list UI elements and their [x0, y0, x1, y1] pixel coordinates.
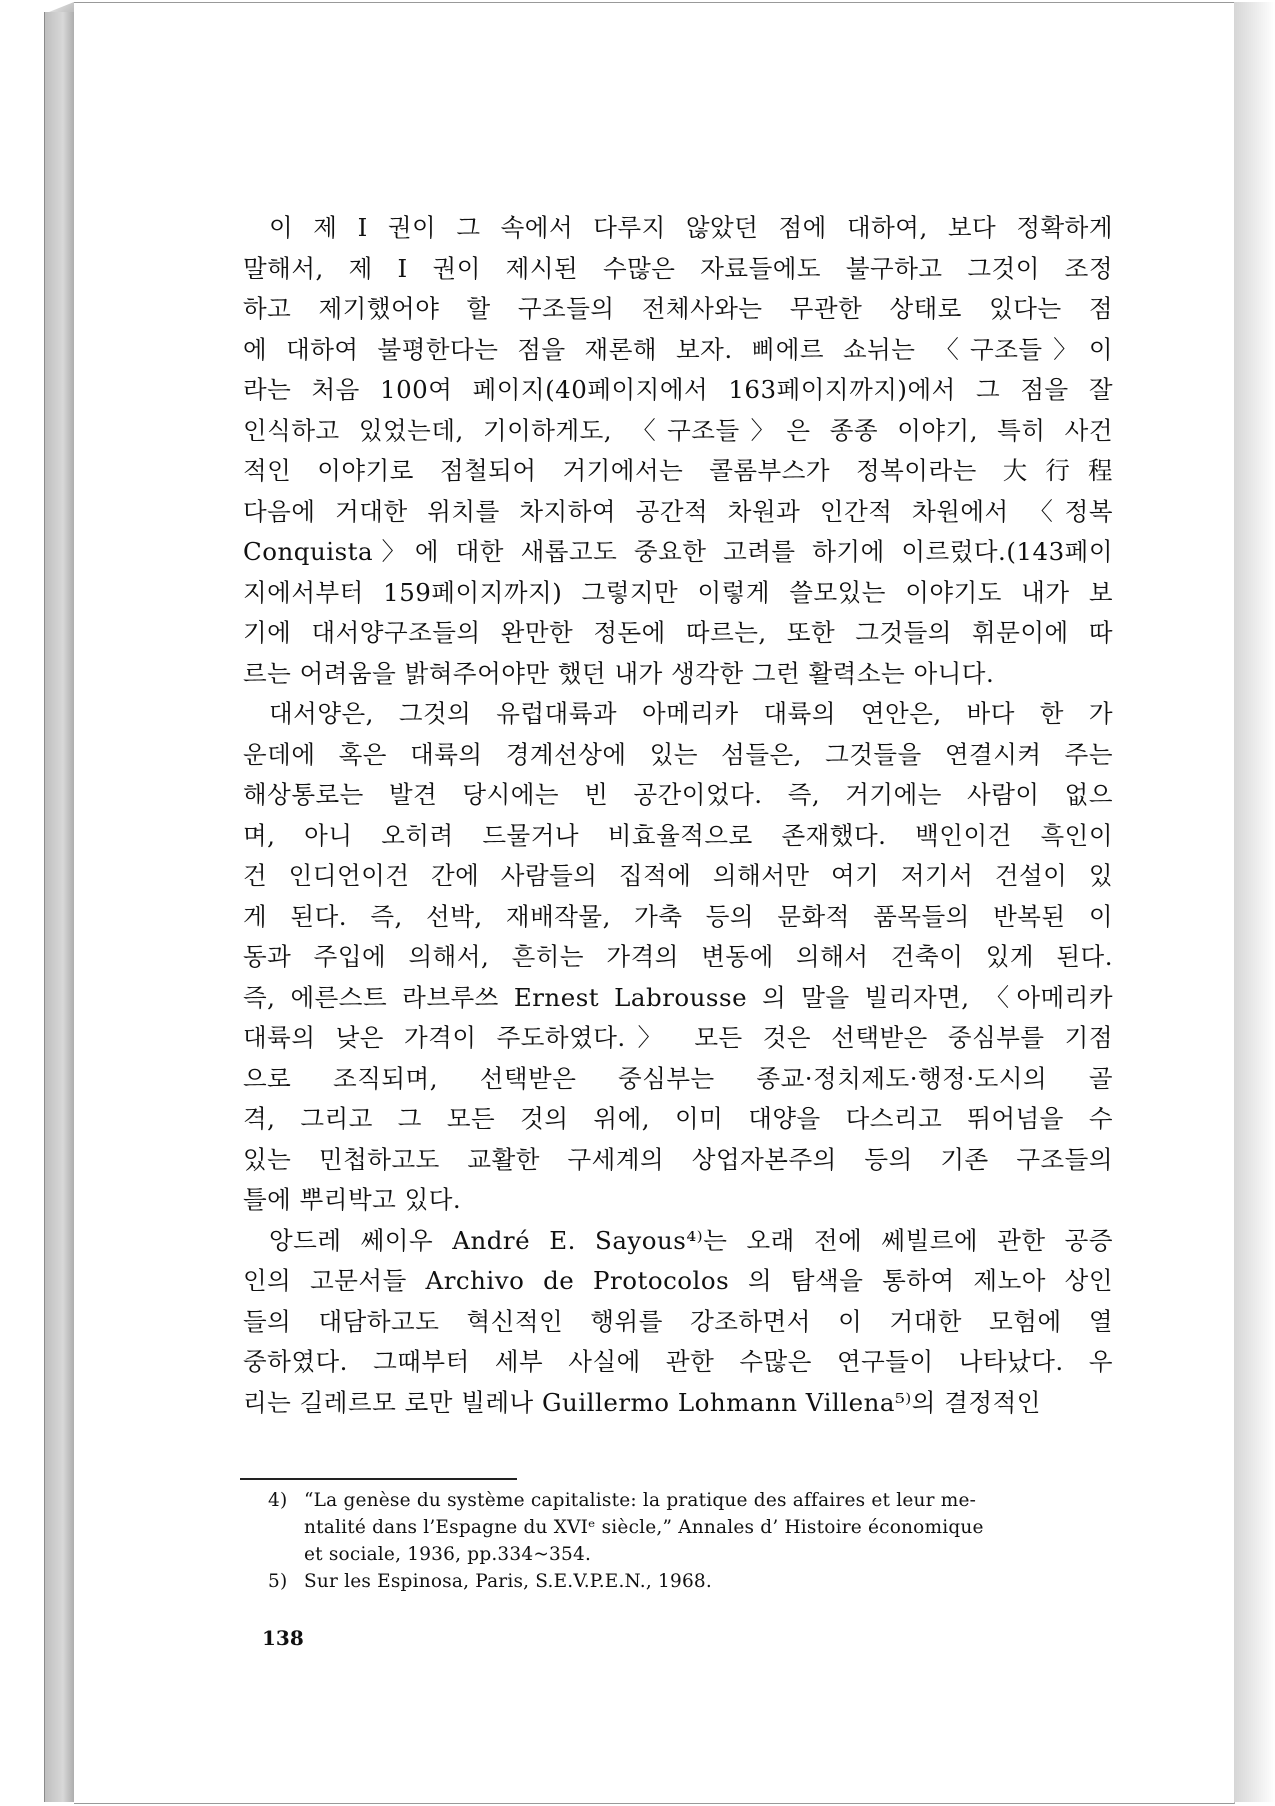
text-line: 운데에 혹은 대륙의 경계선상에 있는 섬들은, 그것들을 연결시켜 주는 — [243, 739, 1113, 769]
paragraph — [243, 208, 1113, 694]
footnote-line: Sur les Espinosa, Paris, S.E.V.P.E.N., 1968. — [304, 1571, 712, 1592]
text-line: 리는 길레르모 로만 빌레나 Guillermo Lohmann Villena⁵⁾의 결정적인 — [243, 1387, 1041, 1417]
footnote-separator-rule — [240, 1478, 517, 1480]
text-line: Conquista〉에 대한 새롭고도 중요한 고려를 하기에 이르렀다.(143페이 — [243, 537, 1113, 566]
text-line: 말해서, 제 I 권이 제시된 수많은 자료들에도 불구하고 그것이 조정 — [243, 253, 1113, 283]
footnote-number: 4) — [268, 1490, 288, 1511]
text-line: 건 인디언이건 간에 사람들의 집적에 의해서만 여기 저기서 건설이 있 — [243, 861, 1113, 890]
text-line: 게 된다. 즉, 선박, 재배작물, 가축 등의 문화적 품목들의 반복된 이 — [243, 901, 1113, 931]
text-line: 해상통로는 발견 당시에는 빈 공간이었다. 즉, 거기에는 사람이 없으 — [243, 780, 1113, 809]
page-number: 138 — [262, 1626, 304, 1650]
text-line: 있는 민첩하고도 교활한 구세계의 상업자본주의 등의 기존 구조들의 — [243, 1144, 1113, 1174]
footnote-line: “La genèse du système capitaliste: la pratique des affaires et leur me- — [304, 1490, 977, 1511]
text-line: 적인 이야기로 점철되어 거기에서는 콜롬부스가 정복이라는 大行程 — [243, 456, 1113, 485]
text-line: 대서양은, 그것의 유럽대륙과 아메리카 대륙의 연안은, 바다 한 가 — [269, 699, 1113, 728]
paragraph — [243, 1221, 1113, 1424]
paragraph — [243, 694, 1113, 1221]
text-line: 격, 그리고 그 모든 것의 위에, 이미 대양을 다스리고 뛰어넘을 수 — [243, 1104, 1113, 1133]
footnote-line: et sociale, 1936, pp.334~354. — [304, 1544, 592, 1565]
text-line: 이 제 I 권이 그 속에서 다루지 않았던 점에 대하여, 보다 정확하게 — [269, 213, 1113, 242]
text-line: 며, 아니 오히려 드물거나 비효율적으로 존재했다. 백인이건 흑인이 — [243, 820, 1113, 850]
text-line: 지에서부터 159페이지까지) 그렇지만 이렇게 쓸모있는 이야기도 내가 보 — [243, 577, 1113, 607]
book-spine — [44, 12, 75, 1802]
text-line: 틀에 뿌리박고 있다. — [243, 1185, 462, 1214]
text-line: 들의 대담하고도 혁신적인 행위를 강조하면서 이 거대한 모험에 열 — [243, 1306, 1113, 1336]
text-line: 중하였다. 그때부터 세부 사실에 관한 수많은 연구들이 나타났다. 우 — [243, 1347, 1113, 1376]
text-line: 라는 처음 100여 페이지(40페이지에서 163페이지까지)에서 그 점을 잘 — [243, 375, 1113, 404]
text-line: 앙드레 쎄이우 André E. Sayous⁴⁾는 오래 전에 쎄빌르에 관한 공증 — [269, 1225, 1113, 1255]
footnote-number: 5) — [268, 1571, 288, 1592]
text-line: 하고 제기했어야 할 구조들의 전체사와는 무관한 상태로 있다는 점 — [243, 294, 1113, 323]
text-line: 르는 어려움을 밝혀주어야만 했던 내가 생각한 그런 활력소는 아니다. — [243, 658, 995, 688]
body-text — [243, 208, 1113, 1423]
footnote — [268, 1568, 1088, 1595]
text-line: 대륙의 낮은 가격이 주도하였다.〉 모든 것은 선택받은 중심부를 기점 — [243, 1023, 1113, 1052]
footnotes — [268, 1487, 1088, 1595]
text-line: 다음에 거대한 위치를 차지하여 공간적 차원과 인간적 차원에서 〈정복 — [243, 496, 1113, 526]
footnote — [268, 1487, 1088, 1568]
footnote-line: ntalité dans l’Espagne du XVIᵉ siècle,” Annales d’ Histoire économique — [304, 1517, 984, 1538]
text-line: 인식하고 있었는데, 기이하게도, 〈구조들〉은 종종 이야기, 특히 사건 — [243, 415, 1113, 445]
text-line: 기에 대서양구조들의 완만한 정돈에 따르는, 또한 그것들의 휘문이에 따 — [243, 618, 1113, 647]
text-line: 에 대하여 불평한다는 점을 재론해 보자. 삐에르 쇼뉘는 〈구조들〉이 — [243, 334, 1113, 364]
footnote-text — [304, 1487, 1088, 1568]
page-edge-shadow — [1234, 2, 1275, 1802]
footnote-text — [304, 1568, 1088, 1595]
text-line: 으로 조직되며, 선택받은 중심부는 종교·정치제도·행정·도시의 골 — [243, 1063, 1113, 1093]
text-line: 인의 고문서들 Archivo de Protocolos 의 탐색을 통하여 제노아 상인 — [243, 1266, 1113, 1295]
body-text-block — [243, 208, 1113, 1423]
text-line: 동과 주입에 의해서, 흔히는 가격의 변동에 의해서 건축이 있게 된다. — [243, 942, 1113, 971]
text-line: 즉, 에른스트 라브루쓰 Ernest Labrousse 의 말을 빌리자면, 〈아메리카 — [243, 982, 1113, 1012]
